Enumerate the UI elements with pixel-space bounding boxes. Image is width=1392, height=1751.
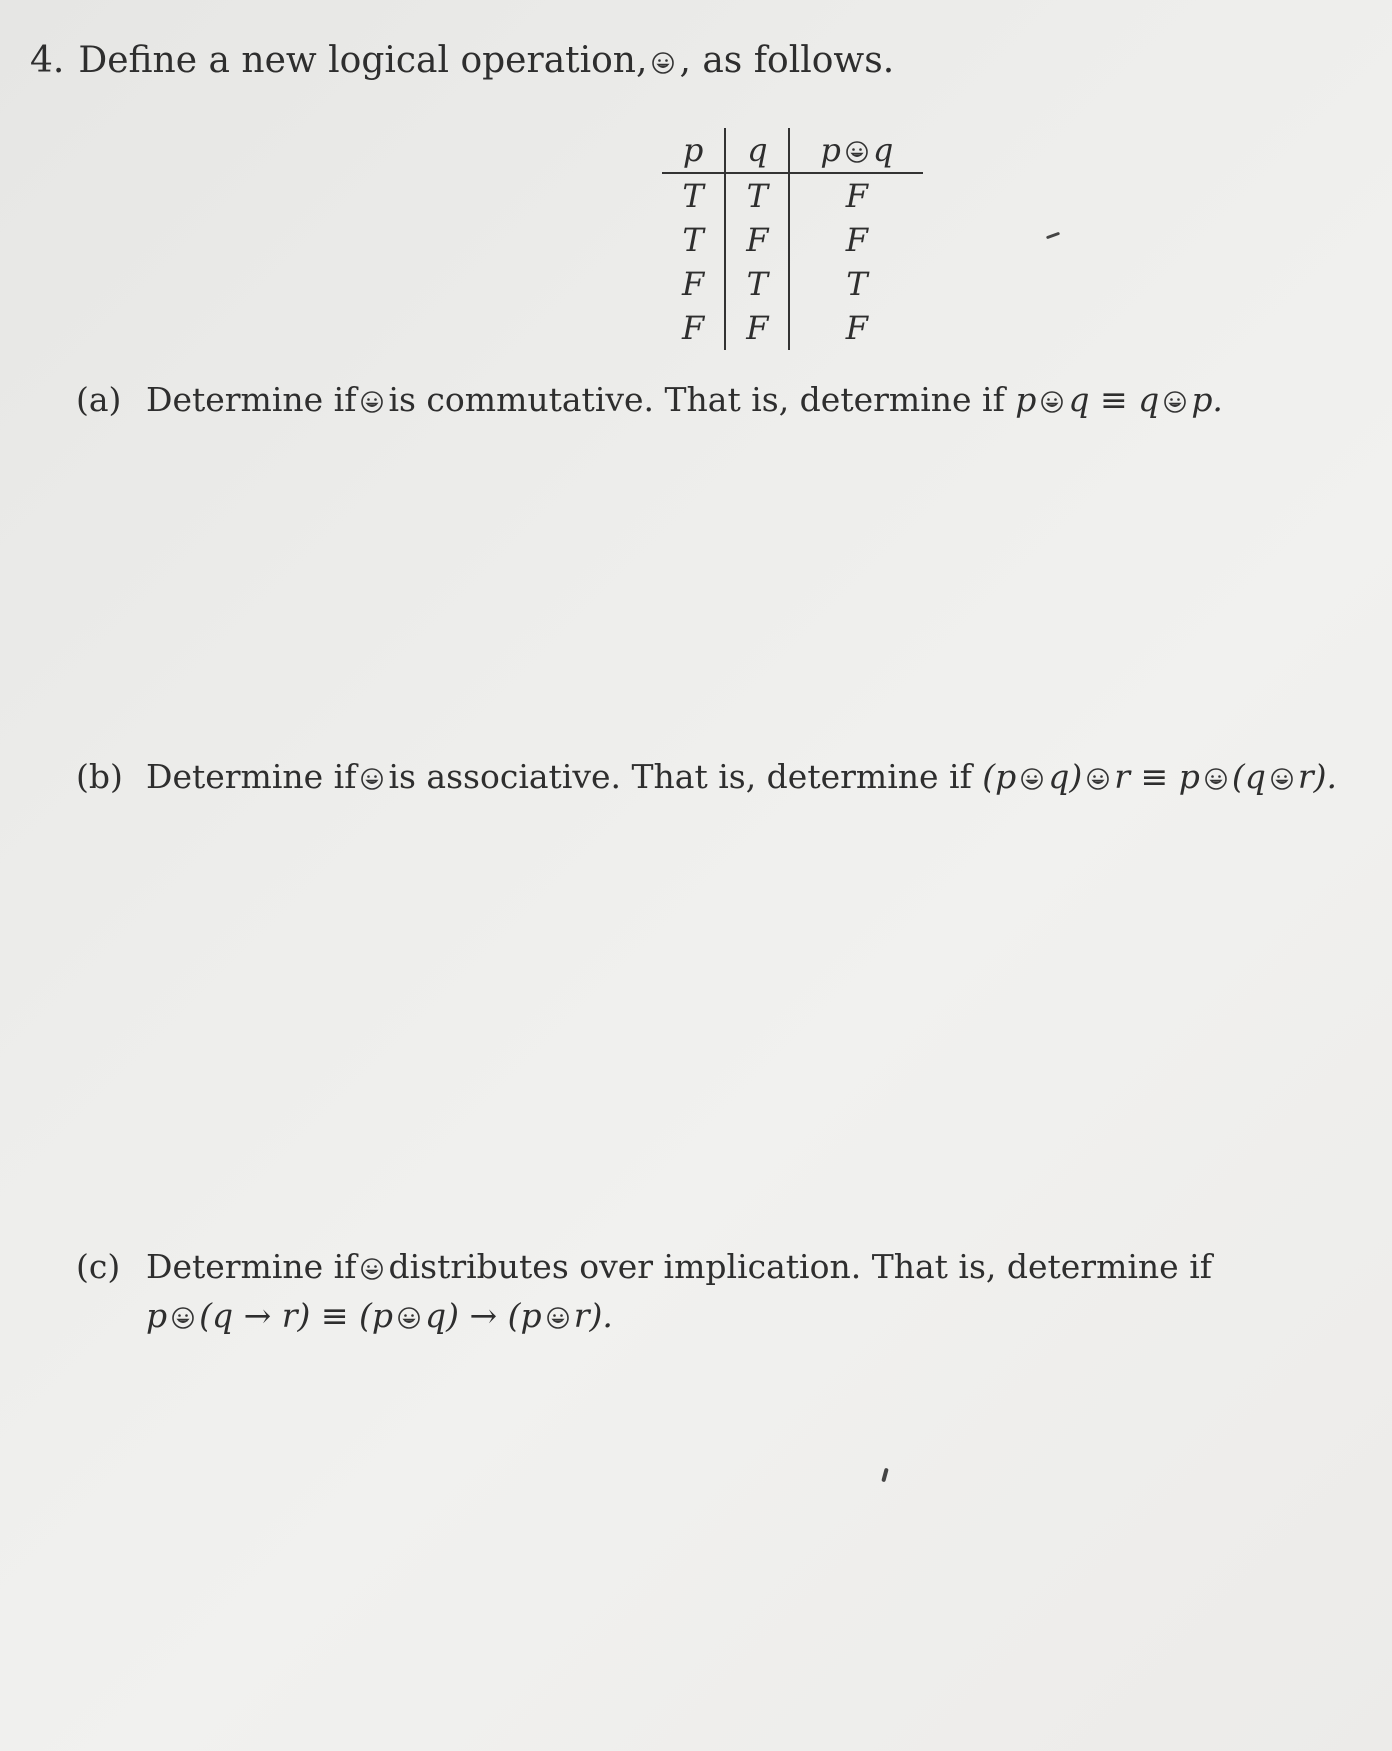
pen-mark (1046, 232, 1060, 240)
cell-q: F (725, 306, 789, 350)
part-c-math-2: (q → r) ≡ (p (199, 1296, 394, 1335)
problem-number: 4. (30, 40, 65, 81)
smiley-face-icon (360, 767, 384, 791)
part-c-math-1: p (146, 1296, 168, 1335)
part-b-math-5: r). (1297, 757, 1337, 796)
part-c-label: (c) (76, 1247, 121, 1286)
cell-q: F (725, 218, 789, 262)
part-c-line-2 (146, 1296, 1212, 1335)
cell-result: F (845, 177, 868, 215)
cell-p: F (662, 306, 725, 350)
part-b-math-1: (p (982, 757, 1017, 796)
part-c-text: Determine if (146, 1247, 357, 1286)
intro-text: Define a new logical operation, (78, 40, 648, 81)
header-q: q (725, 128, 789, 173)
smiley-face-icon (1040, 390, 1064, 414)
intro-text-end: , as follows. (679, 40, 895, 81)
part-a-math-mid: q ≡ q (1068, 380, 1160, 419)
header-p: p (662, 128, 725, 173)
part-b-text: Determine if (146, 757, 357, 796)
part-b-math-3: r ≡ p (1114, 757, 1200, 796)
smiley-face-icon (1270, 767, 1294, 791)
cell-result: F (845, 309, 868, 347)
smiley-face-icon (171, 1306, 195, 1330)
smiley-face-icon (397, 1306, 421, 1330)
smiley-face-icon (1163, 390, 1187, 414)
part-c-math-4: r). (573, 1296, 613, 1335)
table-row (662, 306, 923, 350)
header-p-op-q (789, 128, 923, 173)
smiley-face-icon (1086, 767, 1110, 791)
table-row (662, 262, 923, 306)
cell-result: T (846, 265, 868, 303)
truth-table (662, 128, 923, 350)
part-c-line-1 (76, 1247, 1212, 1286)
part-a (76, 380, 1223, 419)
cell-p: T (662, 173, 725, 218)
table-row (662, 173, 923, 218)
part-b (76, 757, 1337, 796)
table-header-row (662, 128, 923, 173)
part-b-label: (b) (76, 757, 123, 796)
cell-p: F (662, 262, 725, 306)
problem-heading (30, 40, 894, 81)
part-a-math-end: p. (1191, 380, 1223, 419)
part-a-text-2: is commutative. That is, determine if (388, 380, 1005, 419)
cell-q: T (725, 262, 789, 306)
smiley-face-icon (360, 390, 384, 414)
part-a-text: Determine if (146, 380, 357, 419)
cell-p: T (662, 218, 725, 262)
cell-result: F (845, 221, 868, 259)
smiley-face-icon (845, 140, 869, 164)
smiley-face-icon (546, 1306, 570, 1330)
part-c-math-3: q) → (p (425, 1296, 542, 1335)
part-a-label: (a) (76, 380, 122, 419)
smiley-face-icon (1204, 767, 1228, 791)
pen-mark (881, 1468, 888, 1483)
smiley-face-icon (360, 1257, 384, 1281)
cell-q: T (725, 173, 789, 218)
part-b-math-4: (q (1231, 757, 1266, 796)
part-c-text-2: distributes over implication. That is, determine if (388, 1247, 1212, 1286)
header-result-label: p q (820, 131, 894, 169)
smiley-face-icon (1020, 767, 1044, 791)
part-b-text-2: is associative. That is, determine if (388, 757, 972, 796)
part-b-math-2: q) (1048, 757, 1083, 796)
table-row (662, 218, 923, 262)
smiley-face-icon (651, 51, 675, 75)
part-a-math-p: p (1015, 380, 1037, 419)
part-c (76, 1247, 1212, 1335)
